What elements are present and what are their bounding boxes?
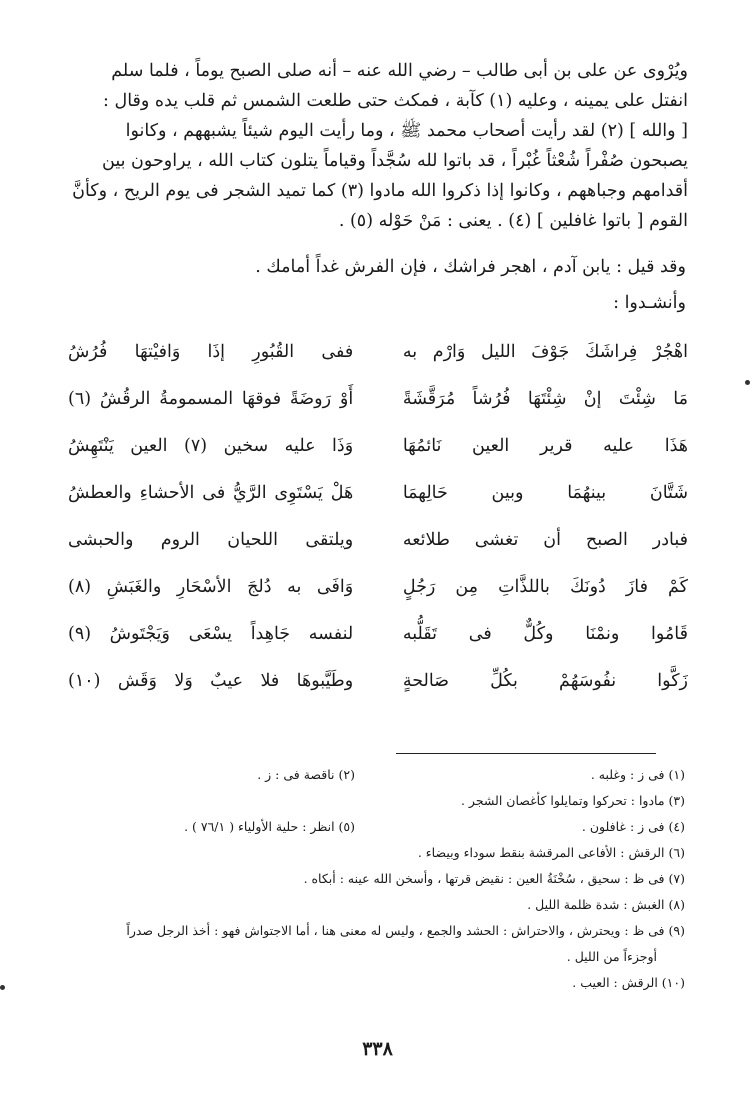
prose-line-4: يصبحون صُفْراً شُعْثاً غُبْراً ، قد باتوا لله سُجَّداً وقياماً يتلون كتاب الله ، يراوحون بين [102, 151, 688, 171]
prose-line-5: أقدامهم وجباههم ، وكانوا إذا ذكروا الله مادوا (٣) كما تميد الشجر فى يوم الريح ، وكأنَّ [72, 181, 688, 201]
verse-1-first: اهْجُرْ فِراشَكَ جَوْفَ الليل وَارْم به [402, 341, 688, 362]
verse-3-first: هَذَا عليه قرير العين نَائمُهَا [402, 435, 688, 456]
verse-6-second: وَافَى به دُلجَ الأسْحَارِ والغَبَشِ (٨) [68, 576, 354, 597]
verse-5 [68, 516, 688, 563]
verse-1-second: ففى القُبُورِ إذَا وَافيْتهَا فُرُشُ [68, 341, 354, 362]
verse-6 [68, 563, 688, 610]
page-body [68, 56, 688, 704]
verse-2-first: مَا شِئْتَ إنْ شِئْتَهَا فُرُشاً مُرَقَّشَةً [402, 388, 688, 409]
saying-line: وقد قيل : يابن آدم ، اهجر فراشك ، فإن الفرش غداً أمامك . [255, 257, 686, 277]
footnote-6: (٦) الرقش : الأفاعى المرقشة بنقط سوداء وبيضاء . [417, 845, 685, 860]
verse-3 [68, 422, 688, 469]
footnote-8: (٨) الغبش : شدة ظلمة الليل . [527, 897, 685, 912]
verse-8-first: زَكَّوا نفُوسَهُمْ بكُلِّ صَالحةٍ [402, 670, 688, 691]
verse-2 [68, 375, 688, 422]
prose-line-1: ويُرْوى عن على بن أبى طالب – رضي الله عنه – أنه صلى الصبح يوماً ، فلما سلم [111, 61, 688, 81]
verse-5-second: ويلتقى اللحيان الروم والحبشى [68, 529, 354, 550]
footnotes [65, 762, 685, 996]
prose-line-3: [ والله ] (٢) لقد رأيت أصحاب محمد ﷺ ، وما رأيت اليوم شيئاً يشبههم ، وكانوا [125, 121, 688, 141]
verse-8-second: وطَيَّبوهَا فلا عيبٌ وَلا وَقَش (١٠) [68, 670, 354, 691]
scan-speck [745, 380, 750, 385]
poem-intro: وأنشـدوا : [613, 293, 686, 313]
verse-4 [68, 469, 688, 516]
verse-4-first: شَتَّانَ بينهُمَا وبين حَالِهمَا [402, 482, 688, 503]
verse-4-second: هَلْ يَسْتَوِى الرَّيُّ فى الأحشاءِ والعطشُ [68, 482, 354, 503]
footnote-9: (٩) فى ظ : ويحترش ، والاحتراش : الحشد والجمع ، وليس له معنى هنا ، أما الاجتواش فهو : أخذ الرجل صدراً [126, 923, 685, 938]
footnote-divider [396, 753, 656, 754]
verse-7-first: قَامُوا ونمْنَا وكُلٌّ فى تَقَلُّبه [402, 623, 688, 644]
footnote-7: (٧) فى ظ : سحيق ، سُخْنَةُ العين : نقيض قرتها ، وأسخن الله عينه : أبكاه . [303, 871, 685, 886]
scan-speck [0, 985, 5, 990]
footnote-9-continued: أوجزءاً من الليل . [566, 949, 657, 964]
verse-7-second: لنفسه جَاهِداً يسْعَى وَيَجْتَوشُ (٩) [68, 623, 354, 644]
prose-line-2: انفتل على يمينه ، وعليه (١) كآبة ، فمكث حتى طلعت الشمس ثم قلب يده وقال : [103, 91, 688, 111]
verse-7 [68, 610, 688, 657]
footnote-row-1 [65, 762, 685, 788]
footnote-1: (١) فى ز : وغلبه . [590, 767, 685, 782]
prose-line-6: القوم [ باتوا غافلين ] (٤) . يعنى : مَنْ حَوْله (٥) . [338, 211, 688, 231]
footnote-4: (٤) فى ز : غافلون . [581, 819, 685, 834]
footnote-2: (٢) ناقصة فى : ز . [257, 767, 355, 782]
verse-8 [68, 657, 688, 704]
prose-paragraph [68, 56, 688, 236]
footnote-row-3 [65, 814, 685, 840]
page-number: ٣٣٨ [362, 1038, 393, 1060]
verse-6-first: كَمْ فازَ دُونَكَ باللذَّاتِ مِن رَجُلٍ [402, 576, 688, 597]
footnote-3: (٣) مادوا : تحركوا وتمايلوا كأغصان الشجر . [460, 793, 685, 808]
verse-1 [68, 328, 688, 375]
poem [68, 328, 688, 704]
footnote-10: (١٠) الرقش : العيب . [572, 975, 685, 990]
verse-2-second: أَوْ رَوضَةً فوقهَا المسمومةُ الرقُشُ (٦) [68, 388, 354, 409]
footnote-5: (٥) انظر : حلية الأولياء ( ٧٦/١ ) . [184, 819, 355, 834]
verse-5-first: فبادر الصبح أن تغشى طلائعه [402, 529, 688, 550]
verse-3-second: وَذَا عليه سخين (٧) العين يَنْتَهِشُ [68, 435, 354, 456]
